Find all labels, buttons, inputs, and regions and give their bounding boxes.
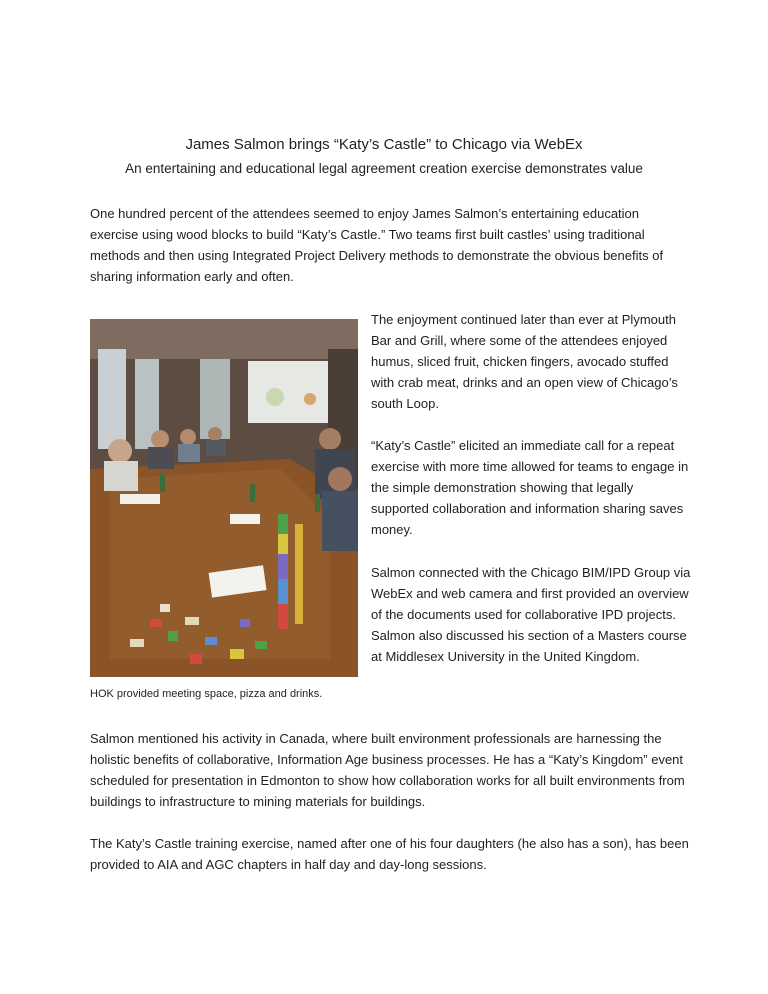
- intro-paragraph: One hundred percent of the attendees seemed to enjoy James Salmon’s entertaining education exercise using wood blocks to build “Katy’s Castle.” Two teams first built castles’ using traditional methods and then using Integrated Project Delivery methods to demonstrate the obvious benefits of sharing information early and often.: [90, 206, 664, 284]
- plymouth-paragraph: The enjoyment continued later than ever at Plymouth Bar and Grill, where some of the attendees enjoyed humus, sliced fruit, chicken fingers, avocado stuffed with crab meat, drinks and an open view of Chicago’s south Loop.: [371, 312, 678, 411]
- article-subtitle: An entertaining and educational legal agreement creation exercise demonstrates value: [125, 161, 643, 176]
- closing-paragraph: The Katy’s Castle training exercise, named after one of his four daughters (he also has a son), has been provided to AIA and AGC chapters in half day and day-long sessions.: [90, 836, 689, 872]
- canada-paragraph: Salmon mentioned his activity in Canada, where built environment professionals are harnessing the holistic benefits of collaborative, Information Age business processes. He has a “Katy’s Kingdom” event scheduled for presentation in Edmonton to show how collaboration works for all built environments from buildings to infrastructure to mining materials for buildings.: [90, 731, 685, 809]
- katys-castle-paragraph: “Katy’s Castle” elicited an immediate call for a repeat exercise with more time allowed for teams to engage in the simple demonstration showing that legally supported collaboration and information sharing saves money.: [371, 438, 689, 537]
- meeting-photo: [90, 319, 358, 677]
- photo-caption: HOK provided meeting space, pizza and drinks.: [90, 688, 323, 700]
- article-title: James Salmon brings “Katy’s Castle” to Chicago via WebEx: [185, 136, 583, 153]
- webex-paragraph: Salmon connected with the Chicago BIM/IPD Group via WebEx and web camera and first provided an overview of the documents used for collaborative IPD projects. Salmon also discussed his section of a Masters course at Middlesex University in the United Kingdom.: [371, 565, 691, 664]
